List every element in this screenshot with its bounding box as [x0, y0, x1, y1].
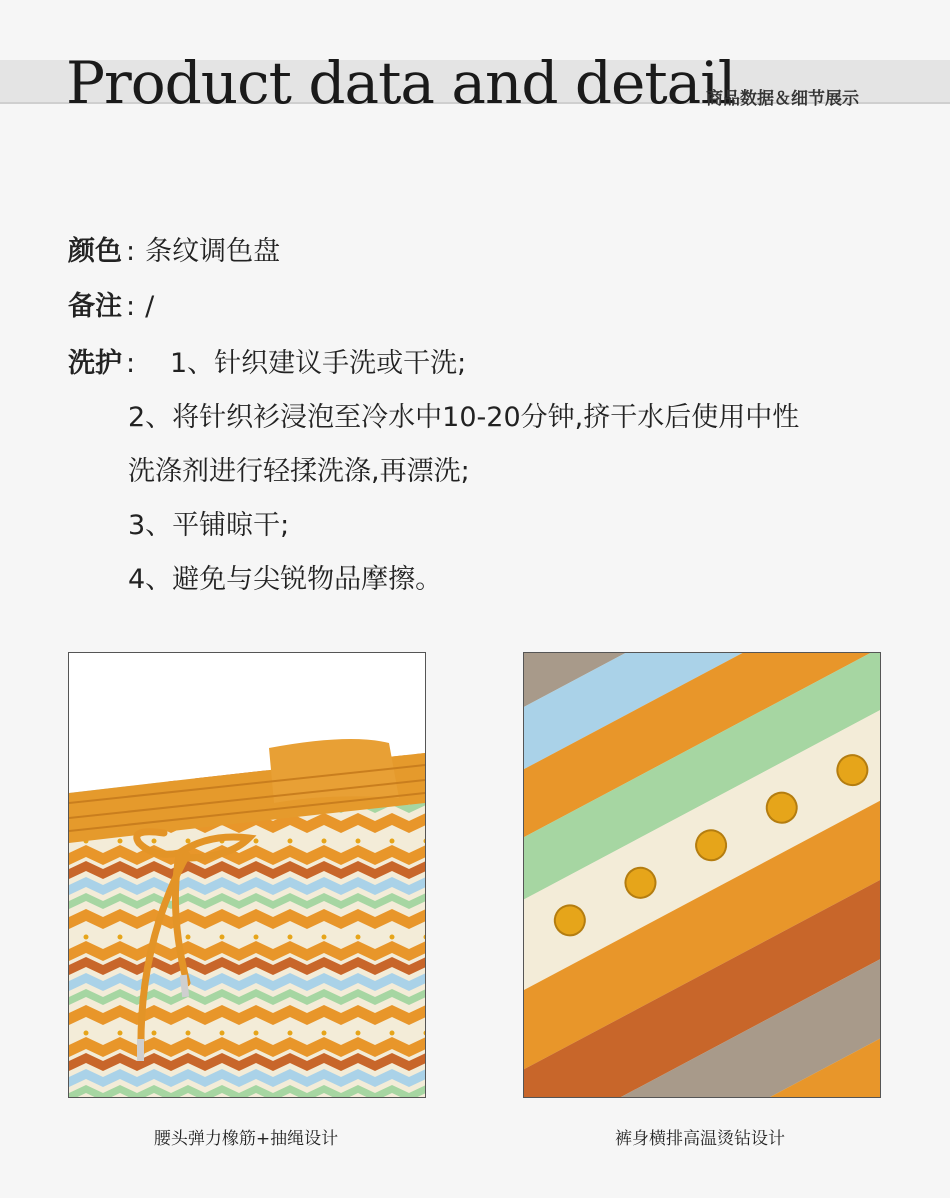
care-step: 4、避免与尖锐物品摩擦。 — [128, 564, 443, 595]
waistband-drawstring-photo — [68, 652, 426, 1098]
spec-note-label: 备注 — [68, 291, 122, 322]
spec-care — [68, 346, 145, 382]
photo-caption-waistband: 腰头弹力橡筋+抽绳设计 — [153, 1129, 339, 1149]
care-step: 3、平铺晾干; — [128, 510, 290, 541]
spec-care-label: 洗护 — [68, 348, 122, 379]
rhinestone-knit-illustration — [524, 653, 880, 1097]
care-step: 洗涤剂进行轻揉洗涤,再漂洗; — [128, 456, 470, 487]
spec-note-value: / — [145, 291, 155, 322]
spec-care-sep: : — [126, 348, 136, 379]
spec-color — [68, 234, 280, 270]
care-step: 1、针织建议手洗或干洗; — [170, 348, 467, 379]
page-title: Product data and detail — [66, 49, 736, 117]
spec-color-value: 条纹调色盘 — [145, 236, 281, 267]
spec-color-sep: : — [126, 236, 136, 267]
spec-note — [68, 289, 154, 325]
spec-color-label: 颜色 — [68, 236, 122, 267]
care-step: 2、将针织衫浸泡至冷水中10-20分钟,挤干水后使用中性 — [128, 402, 800, 433]
photo-caption-rhinestone: 裤身横排高温烫钻设计 — [615, 1129, 785, 1149]
page-subtitle: 商品数据＆细节展示 — [706, 89, 859, 109]
hotfix-rhinestone-knit-photo — [523, 652, 881, 1098]
spec-note-sep: : — [126, 291, 136, 322]
waistband-drawstring-illustration — [69, 653, 425, 1097]
